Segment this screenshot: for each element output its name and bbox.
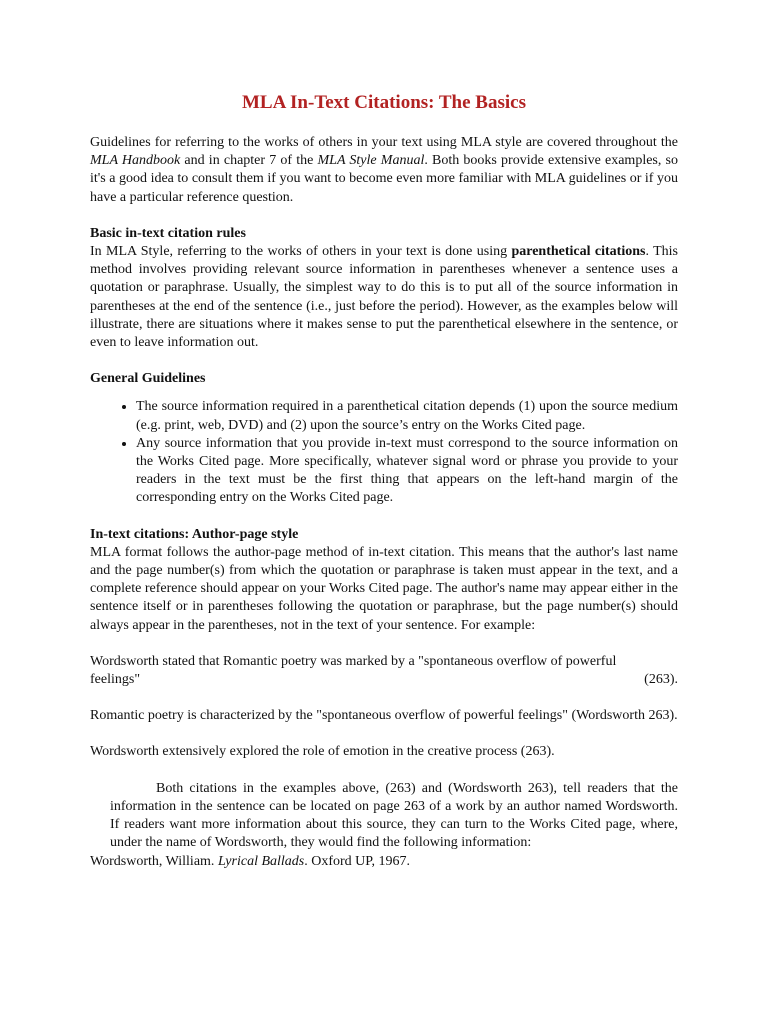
intro-paragraph bbox=[90, 134, 678, 207]
intro-text-1: Guidelines for referring to the works of others in your text using MLA style are covered throughout the bbox=[90, 135, 678, 150]
intro-title-mla-handbook: MLA Handbook bbox=[90, 153, 181, 169]
section-heading-general: General Guidelines bbox=[90, 371, 206, 387]
works-cited-entry bbox=[90, 853, 678, 871]
works-cited-title: Lyrical Ballads bbox=[217, 853, 305, 869]
example-1-citation: (263). bbox=[644, 672, 678, 688]
example-2: Romantic poetry is characterized by the "spontaneous overflow of powerful feelings" (Wordsworth 263). bbox=[90, 708, 678, 724]
list-item: • Any source information that you provide in-text must correspond to the source information on the Works Cited page. More specifically, whatever signal word or phrase you provide to your readers in the text must be the first thing that appears on the left-hand margin of the corresponding entry on the Works Cited page. bbox=[136, 435, 678, 508]
section-heading-basic: Basic in-text citation rules bbox=[90, 225, 246, 241]
example-3: Wordsworth extensively explored the role of emotion in the creative process (263). bbox=[90, 744, 555, 760]
example-1-line-1: Wordsworth stated that Romantic poetry was marked by a "spontaneous overflow of powerful bbox=[90, 653, 617, 669]
basic-bold-term: parenthetical citations bbox=[511, 244, 646, 260]
explanation-block bbox=[90, 780, 678, 871]
example-1-line-2 bbox=[90, 671, 678, 689]
page-title: MLA In-Text Citations: The Basics bbox=[242, 92, 526, 113]
section-heading-author-page: In-text citations: Author-page style bbox=[90, 526, 299, 542]
list-item: • The source information required in a parenthetical citation depends (1) upon the source medium (e.g. print, web, DVD) and (2) upon the source’s entry on the Works Cited page. bbox=[136, 398, 678, 434]
guideline-list bbox=[90, 398, 678, 507]
explanation-paragraph: Both citations in the examples above, (263) and (Wordsworth 263), tell readers that the information in the sentence can be located on page 263 of a work by an author named Wordsworth. If readers want more information about this source, they can turn to the Works Cited page, where, under the name of Wordsworth, they would find the following information: bbox=[110, 780, 678, 851]
intro-text-2: and in chapter 7 of the bbox=[180, 153, 318, 169]
basic-text-2: . This method involves providing relevant source information in parentheses whenever a sentence uses a quotation or paraphrase. Usually, the simplest way to do this is to put all of the source information in parentheses at the end of the sentence (i.e., just before the period). However, as the examples below will illustrate, there are situations where it makes sense to put the parenthetical elsewhere in the sentence, or even to leave information out. bbox=[90, 244, 678, 351]
author-page-paragraph: MLA format follows the author-page method of in-text citation. This means that the author's last name and the page number(s) from which the quotation or paraphrase is taken must appear in the text, and a complete reference should appear on your Works Cited page. The author's name may appear either in the sentence itself or in parentheses following the quotation or paraphrase, but the page number(s) should always appear in the parentheses, not in the text of your sentence. For example: bbox=[90, 544, 678, 633]
intro-text-3: . Both books provide extensive examples, so it's a good idea to consult them if you want to become even more familiar with MLA guidelines or if you have a particular reference question. bbox=[90, 153, 678, 205]
document-body bbox=[90, 134, 678, 871]
example-1-word: feelings" bbox=[90, 672, 141, 688]
basic-text-1: In MLA Style, referring to the works of others in your text is done using bbox=[90, 244, 512, 260]
basic-rules-paragraph bbox=[90, 243, 678, 352]
works-cited-publisher: . Oxford UP, 1967. bbox=[304, 853, 411, 869]
works-cited-author: Wordsworth, William. bbox=[90, 853, 218, 869]
intro-title-mla-style-manual: MLA Style Manual bbox=[317, 153, 425, 169]
